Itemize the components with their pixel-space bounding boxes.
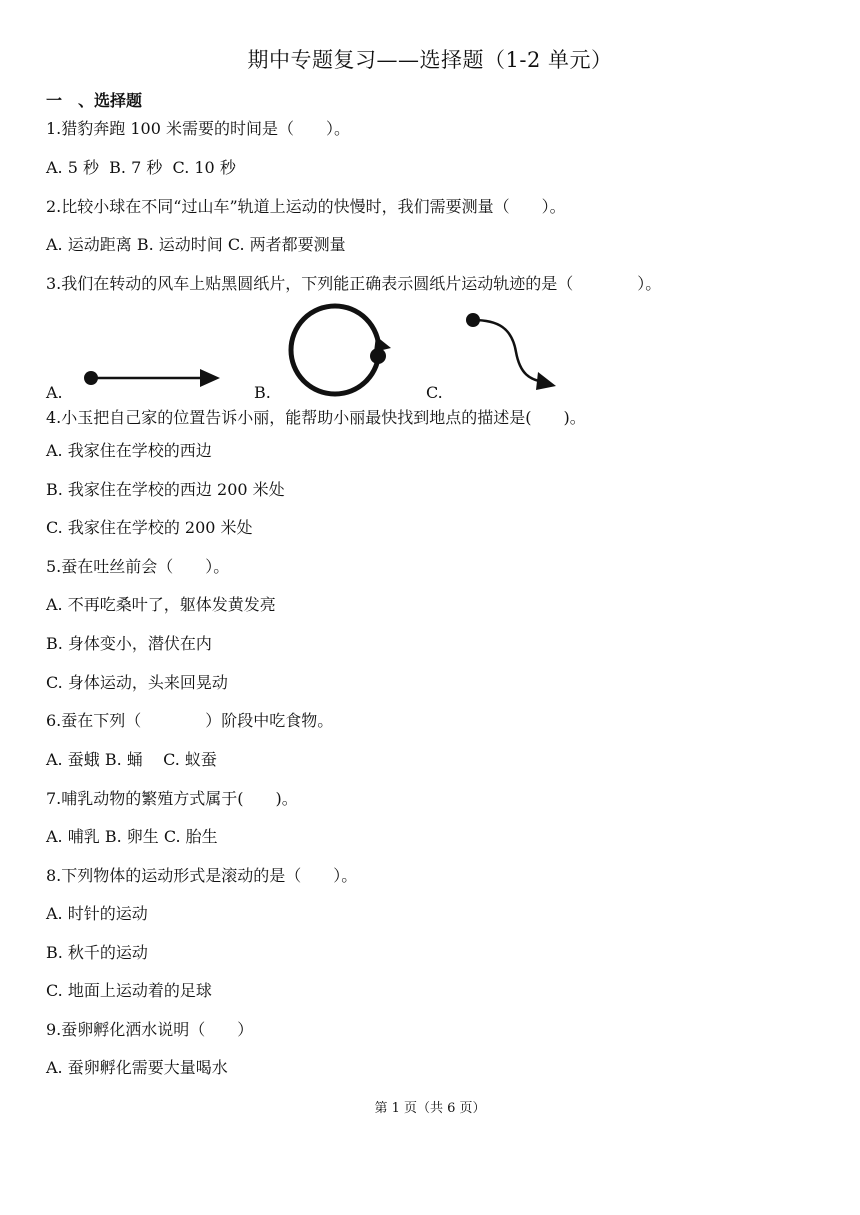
- question-options: A. 运动距离 B. 运动时间 C. 两者都要测量: [46, 235, 346, 254]
- page-title: 期中专题复习——选择题（1-2 单元）: [247, 48, 613, 72]
- page-footer: 第 1 页（共 6 页）: [374, 1101, 486, 1116]
- question-stem: 1.猎豹奔跑 100 米需要的时间是（ ）。: [46, 119, 350, 138]
- question-option: A. 我家住在学校的西边: [46, 441, 212, 460]
- figure-option-label: B.: [254, 383, 271, 402]
- question-options: A. 5 秒 B. 7 秒 C. 10 秒: [46, 158, 236, 177]
- curved-path-figure: [460, 308, 565, 398]
- figure-option-label: A.: [46, 383, 63, 402]
- question-option: A. 不再吃桑叶了，躯体发黄发亮: [46, 595, 276, 614]
- question-stem: 2.比较小球在不同“过山车”轨道上运动的快慢时，我们需要测量（ ）。: [46, 197, 566, 216]
- question-option: B. 秋千的运动: [46, 943, 148, 962]
- question-stem: 8.下列物体的运动形式是滚动的是（ ）。: [46, 866, 358, 885]
- question-option: B. 身体变小，潜伏在内: [46, 634, 212, 653]
- question-options: A. 蚕蛾 B. 蛹 C. 蚁蚕: [46, 750, 217, 769]
- question-option: C. 身体运动，头来回晃动: [46, 673, 228, 692]
- question-option: C. 我家住在学校的 200 米处: [46, 518, 253, 537]
- question-option: A. 时针的运动: [46, 904, 148, 923]
- straight-arrow-figure: [78, 362, 228, 394]
- question-options: A. 哺乳 B. 卵生 C. 胎生: [46, 827, 218, 846]
- question-option: C. 地面上运动着的足球: [46, 981, 212, 1000]
- question-stem: 6.蚕在下列（ ）阶段中吃食物。: [46, 711, 334, 730]
- question-stem: 7.哺乳动物的繁殖方式属于( )。: [46, 789, 298, 808]
- question-option: A. 蚕卵孵化需要大量喝水: [46, 1058, 228, 1077]
- figure-option-label: C.: [426, 383, 443, 402]
- question-stem: 5.蚕在吐丝前会（ ）。: [46, 557, 230, 576]
- question-option: B. 我家住在学校的西边 200 米处: [46, 480, 285, 499]
- question-stem: 3.我们在转动的风车上贴黑圆纸片，下列能正确表示圆纸片运动轨迹的是（ ）。: [46, 274, 662, 293]
- section-heading: 一 、选择题: [46, 91, 143, 110]
- question-stem: 9.蚕卵孵化洒水说明（ ）: [46, 1020, 254, 1039]
- circular-path-figure: [284, 300, 396, 400]
- question-stem: 4.小玉把自己家的位置告诉小丽，能帮助小丽最快找到地点的描述是( )。: [46, 408, 586, 427]
